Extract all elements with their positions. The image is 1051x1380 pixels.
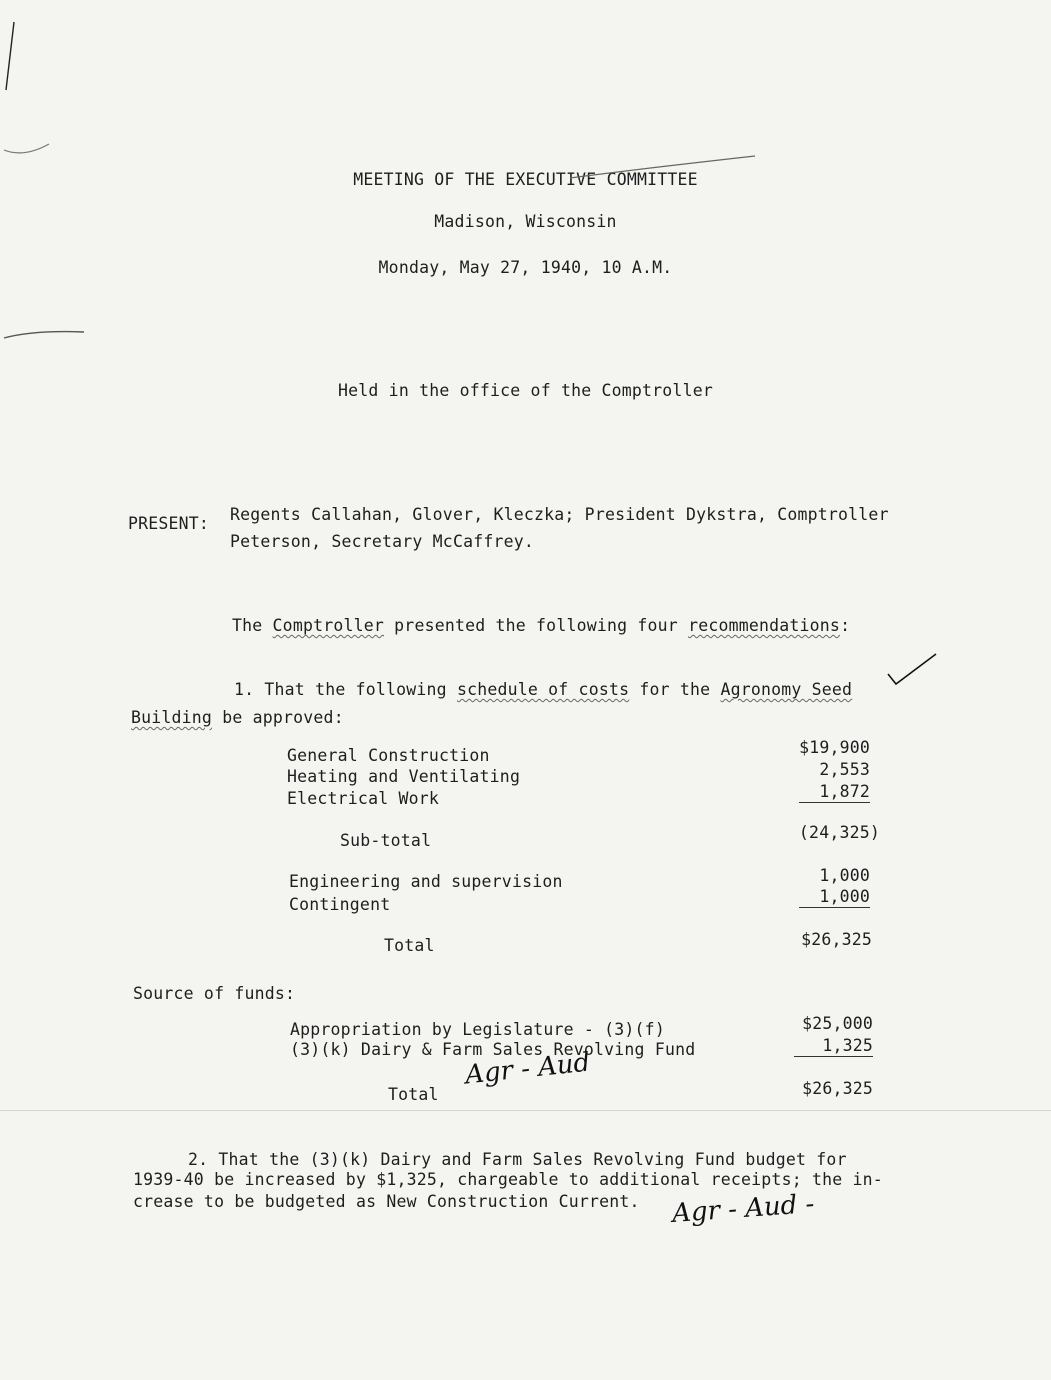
item1-agronomy: Agronomy Seed [720,680,853,699]
item1-building: Building [131,708,213,727]
source-total-amount: $26,325 [802,1079,873,1098]
check-mark-icon [888,654,936,684]
item2-line-3: crease to be budgeted as New Construction Current. [133,1192,640,1211]
present-label: PRESENT: [128,514,210,533]
extra-label: Engineering and supervision [289,872,563,891]
source-label: Source of funds: [133,984,296,1003]
cost-label: General Construction [287,746,490,765]
present-line-1: Regents Callahan, Glover, Kleczka; President Dykstra, Comptroller [230,505,889,524]
intro-pre: The [232,616,263,635]
cost-label: Electrical Work [287,789,440,808]
document-title: MEETING OF THE EXECUTIVE COMMITTEE [353,170,698,189]
item1-rest: be approved: [222,708,344,727]
item1-mid: for the [639,680,711,699]
source-row-amount-value: 1,325 [794,1036,873,1057]
intro-comptroller: Comptroller [272,616,385,635]
item2-line-1: 2. That the (3)(k) Dairy and Farm Sales Revolving Fund budget for [188,1150,847,1169]
margin-pen-stroke [6,22,14,90]
source-total-label: Total [388,1085,439,1104]
intro-mid: presented the following four [394,616,678,635]
extra-amount-value: 1,000 [799,887,870,908]
extra-label: Contingent [289,895,391,914]
subtotal-label: Sub-total [340,831,432,850]
meeting-place: Held in the office of the Comptroller [338,381,713,400]
source-row-label: Appropriation by Legislature - (3)(f) [290,1020,665,1039]
cost-label: Heating and Ventilating [287,767,521,786]
margin-scribble [4,332,84,338]
total-label: Total [384,936,435,955]
title-pencil-stroke [570,156,755,178]
source-row-amount: $25,000 [802,1014,873,1033]
item1-schedule: schedule of costs [456,680,630,699]
source-row-label: (3)(k) Dairy & Farm Sales Revolving Fund [290,1040,696,1059]
meeting-datetime: Monday, May 27, 1940, 10 A.M. [378,258,673,277]
meeting-location: Madison, Wisconsin [434,212,617,231]
cost-amount: 2,553 [819,760,870,779]
margin-scribble [4,144,49,153]
intro-recommendations: recommendations [688,616,841,635]
item1-pre: 1. That the following [234,680,447,699]
cost-amount-value: 1,872 [799,782,870,803]
cost-amount: $19,900 [799,738,870,757]
extra-amount: 1,000 [819,866,870,885]
present-line-2: Peterson, Secretary McCaffrey. [230,532,535,551]
subtotal-amount: (24,325) [798,823,880,842]
total-amount: $26,325 [801,930,872,949]
handwritten-approval-1: Agr - Aud [463,1047,592,1091]
handwritten-approval-2: Agr - Aud - [671,1189,816,1229]
item2-line-2: 1939-40 be increased by $1,325, chargeable to additional receipts; the in- [133,1170,883,1189]
intro-colon: : [840,616,851,635]
